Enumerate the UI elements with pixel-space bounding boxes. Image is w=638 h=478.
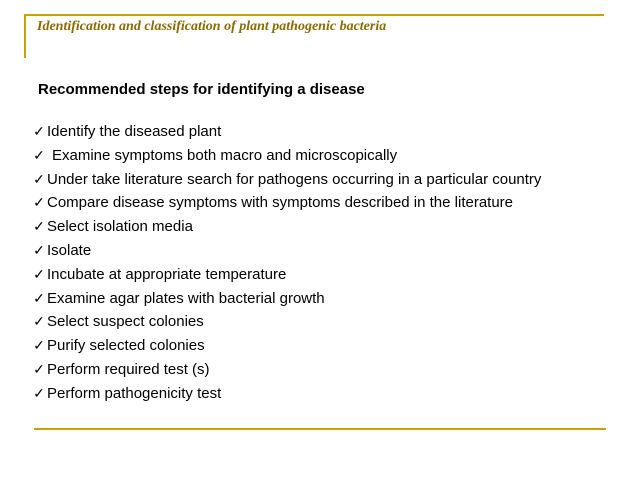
step-text: Identify the diseased plant: [47, 123, 222, 140]
list-item: [32, 215, 541, 239]
check-mark-icon: ✓: [33, 170, 45, 187]
step-text: Incubate at appropriate temperature: [47, 265, 287, 283]
list-item: [32, 168, 541, 192]
check-mark-icon: ✓: [33, 146, 45, 163]
step-text: Under take literature search for pathogens occurring in a particular country: [47, 170, 542, 188]
check-mark-icon: ✓: [33, 218, 45, 235]
check-mark-icon: ✓: [33, 265, 45, 282]
check-mark-icon: ✓: [33, 360, 45, 377]
step-text: Isolate: [47, 241, 92, 259]
check-mark-icon: ✓: [33, 194, 45, 211]
step-text: Examine agar plates with bacterial growth: [47, 289, 325, 307]
step-text: Compare disease symptoms with symptoms described in the literature: [47, 194, 514, 212]
list-item: [32, 239, 541, 263]
title-side-rule: [24, 14, 26, 58]
list-item: [32, 120, 541, 144]
list-item: [32, 310, 541, 334]
step-text: Purify selected colonies: [47, 337, 205, 355]
check-mark-icon: ✓: [33, 384, 45, 401]
step-text: Select isolation media: [47, 218, 193, 236]
title-top-rule: [24, 14, 604, 16]
list-item: [32, 287, 541, 311]
list-item: [32, 144, 541, 168]
check-mark-icon: ✓: [33, 337, 45, 354]
steps-list: [32, 120, 541, 406]
check-mark-icon: ✓: [33, 289, 45, 306]
check-mark-icon: ✓: [33, 241, 45, 258]
footer-rule: [34, 428, 606, 430]
step-text: Examine symptoms both macro and microscopically: [52, 146, 398, 164]
step-text: Perform required test (s): [47, 360, 210, 378]
list-item: [32, 191, 541, 215]
slide-title: Identification and classification of plant pathogenic bacteria: [37, 19, 387, 34]
check-mark-icon: ✓: [33, 313, 45, 330]
list-item: [32, 334, 541, 358]
list-item: [32, 358, 541, 382]
section-heading: Recommended steps for identifying a disease: [38, 81, 365, 98]
step-text: Select suspect colonies: [47, 313, 204, 331]
list-item: [32, 382, 541, 406]
list-item: [32, 263, 541, 287]
step-text: Perform pathogenicity test: [47, 384, 222, 402]
check-mark-icon: ✓: [33, 123, 45, 139]
